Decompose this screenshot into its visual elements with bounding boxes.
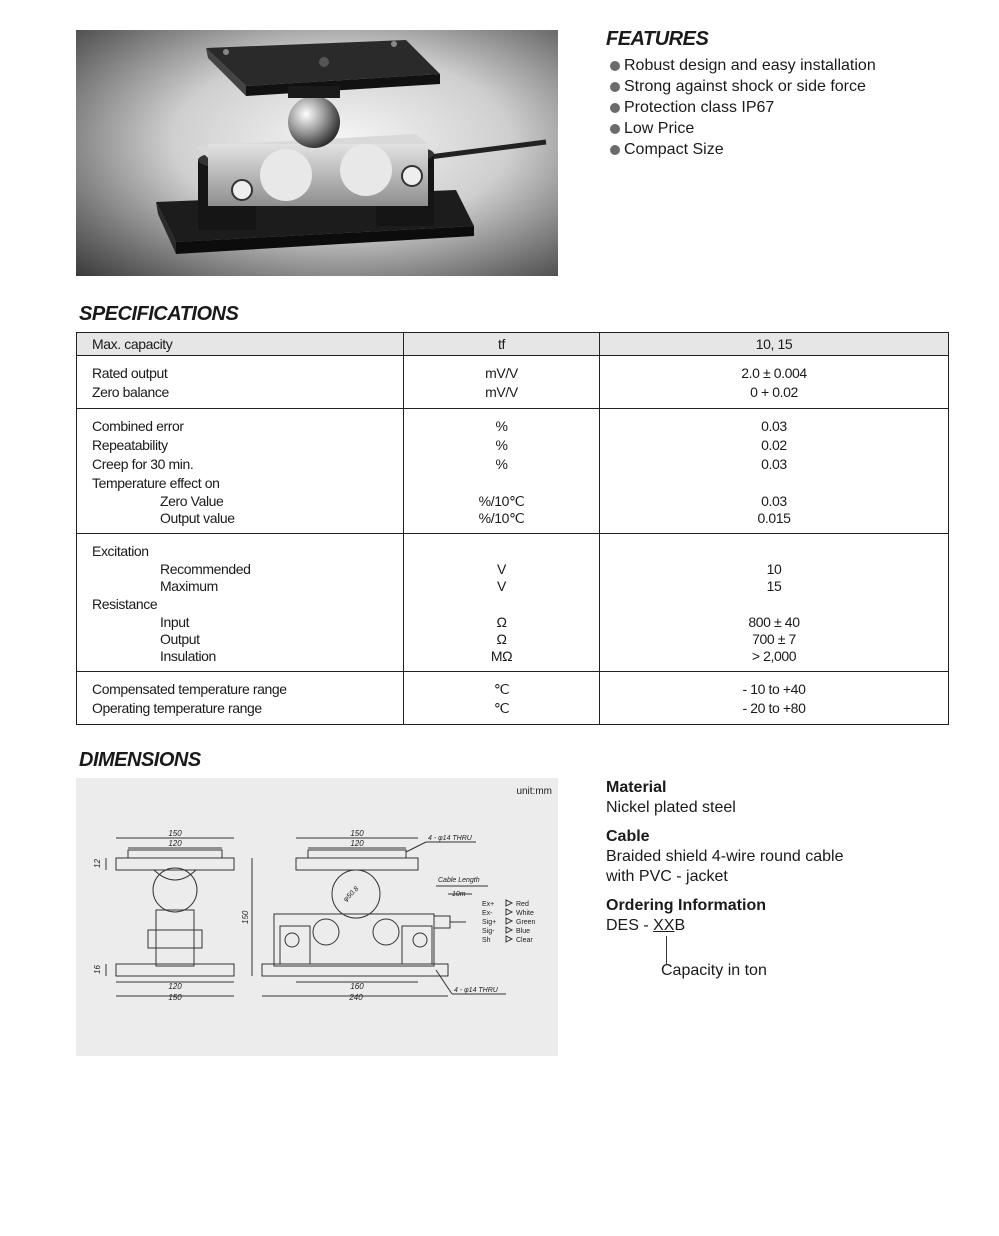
spec-param: Compensated temperature range [92, 681, 287, 697]
features-list [606, 55, 966, 160]
wire-row [482, 918, 536, 926]
capacity-code: XX [653, 917, 675, 934]
bullet-icon [610, 145, 620, 155]
spec-unit: %/10℃ [478, 493, 525, 509]
spec-unit: mV/V [485, 365, 518, 381]
spec-value: 0.015 [757, 510, 791, 526]
spec-param: Operating temperature range [92, 700, 262, 716]
spec-group-accuracy [77, 409, 949, 534]
spec-param: Output value [160, 510, 235, 526]
arrow-icon [506, 936, 512, 942]
spec-param: Maximum [160, 578, 218, 594]
arrow-icon [506, 909, 512, 915]
svg-text:Blue: Blue [516, 928, 531, 935]
cable-description-line2: with PVC - jacket [606, 868, 728, 885]
dim-label: 12 [93, 859, 102, 868]
specifications-table [76, 332, 949, 725]
spec-group-output [77, 356, 949, 409]
spec-param: Combined error [92, 418, 184, 434]
header-unit: tf [404, 333, 600, 356]
svg-text:White: White [516, 910, 534, 917]
cable-label: Cable [606, 828, 650, 845]
feature-item: Low Price [606, 118, 966, 139]
arrow-icon [506, 918, 512, 924]
spec-unit: V [497, 561, 506, 577]
spec-param: Output [160, 631, 200, 647]
spec-value: 0.02 [761, 437, 787, 453]
feature-item: Compact Size [606, 139, 966, 160]
spec-group-temperature [77, 672, 949, 725]
spec-unit: MΩ [490, 648, 513, 664]
arrow-icon [506, 927, 512, 933]
spec-unit [404, 595, 599, 614]
features-section [606, 28, 966, 160]
features-title: FEATURES [606, 28, 709, 50]
spec-value: 15 [766, 578, 782, 594]
svg-text:Ex+: Ex+ [482, 901, 495, 908]
dim-label: 120 [350, 839, 364, 848]
spec-unit [404, 542, 599, 561]
cable-description-line1: Braided shield 4-wire round cable [606, 848, 844, 865]
svg-text:Green: Green [516, 919, 536, 926]
spec-value: 800 ± 40 [748, 614, 800, 630]
spec-value: 0.03 [761, 456, 787, 472]
spec-param: Zero Value [160, 493, 224, 509]
spec-unit: Ω [496, 631, 507, 647]
thru-label: 4 - φ14 THRU [428, 835, 472, 842]
feature-item: Protection class IP67 [606, 97, 966, 118]
material-value: Nickel plated steel [606, 799, 736, 816]
wire-row [482, 909, 534, 917]
unit-note: unit:mm [516, 786, 552, 797]
spec-param: Creep for 30 min. [92, 456, 194, 472]
capacity-callout [606, 936, 966, 978]
svg-text:Sig+: Sig+ [482, 919, 497, 926]
svg-text:Sh: Sh [482, 937, 491, 944]
bullet-icon [610, 124, 620, 134]
spec-value [600, 542, 948, 561]
bullet-icon [610, 82, 620, 92]
dimensions-title: DIMENSIONS [79, 749, 201, 771]
dim-label: 16 [93, 965, 102, 974]
dim-label: 150 [350, 829, 364, 838]
spec-value: 10 [766, 561, 782, 577]
dim-label: 240 [349, 993, 363, 1002]
spec-param: Temperature effect on [92, 475, 220, 491]
spec-param: Recommended [160, 561, 251, 577]
spec-group-electrical [77, 534, 949, 672]
spec-value [600, 595, 948, 614]
spec-unit: Ω [496, 614, 507, 630]
specifications-title: SPECIFICATIONS [79, 303, 239, 325]
arrow-icon [506, 900, 512, 906]
material-label: Material [606, 779, 667, 796]
callout-line [666, 936, 667, 964]
cable-length-label: Cable Length [438, 877, 480, 884]
spec-unit: % [495, 437, 508, 453]
header-value: 10, 15 [600, 333, 949, 356]
spec-value: 0 + 0.02 [750, 384, 798, 400]
dim-label: 150 [168, 829, 182, 838]
dim-label: 150 [168, 993, 182, 1002]
svg-text:Ex-: Ex- [482, 910, 493, 917]
spec-unit: mV/V [485, 384, 518, 400]
wire-row [482, 936, 533, 944]
dim-label: 150 [241, 910, 250, 924]
spec-value: 700 ± 7 [752, 631, 796, 647]
spec-value: - 10 to +40 [742, 681, 806, 697]
bullet-icon [610, 61, 620, 71]
svg-text:Sig-: Sig- [482, 928, 495, 935]
product-photo [76, 30, 558, 276]
wire-row [482, 900, 529, 908]
spec-param: Excitation [92, 543, 149, 559]
feature-item: Robust design and easy installation [606, 55, 966, 76]
spec-value [600, 474, 948, 493]
svg-text:Red: Red [516, 901, 529, 908]
dimension-drawing [76, 778, 558, 1056]
load-cell-illustration [76, 30, 558, 276]
technical-drawing [76, 778, 558, 1056]
spec-value: 0.03 [761, 418, 787, 434]
spec-value: - 20 to +80 [742, 700, 806, 716]
capacity-note: Capacity in ton [661, 962, 767, 979]
spec-value: > 2,000 [751, 648, 797, 664]
spec-value: 0.03 [761, 493, 787, 509]
table-header-row [77, 333, 949, 356]
dim-label: 120 [168, 982, 182, 991]
spec-unit [404, 474, 599, 493]
spec-param: Input [160, 614, 190, 630]
bullet-icon [610, 103, 620, 113]
spec-param: Repeatability [92, 437, 168, 453]
spec-param: Rated output [92, 365, 168, 381]
ordering-code: DES - XXB [606, 917, 686, 934]
svg-text:Clear: Clear [516, 937, 533, 944]
spec-unit: V [497, 578, 506, 594]
dim-label: 120 [168, 839, 182, 848]
spec-unit: ℃ [493, 681, 510, 697]
cable-length-value: 10m [452, 891, 466, 898]
product-info [606, 778, 966, 978]
spec-param: Resistance [92, 596, 158, 612]
feature-item: Strong against shock or side force [606, 76, 966, 97]
spec-value: 2.0 ± 0.004 [741, 365, 807, 381]
spec-unit: % [495, 418, 508, 434]
ball-diameter-label: φ50.8 [342, 885, 361, 904]
dim-label: 160 [350, 982, 364, 991]
header-param: Max. capacity [77, 333, 404, 356]
ordering-label: Ordering Information [606, 897, 766, 914]
spec-unit: %/10℃ [478, 510, 525, 526]
wire-row [482, 927, 530, 935]
spec-unit: % [495, 456, 508, 472]
thru-label: 4 - φ14 THRU [454, 987, 498, 994]
spec-unit: ℃ [493, 700, 510, 716]
spec-param: Insulation [160, 648, 216, 664]
spec-param: Zero balance [92, 384, 169, 400]
